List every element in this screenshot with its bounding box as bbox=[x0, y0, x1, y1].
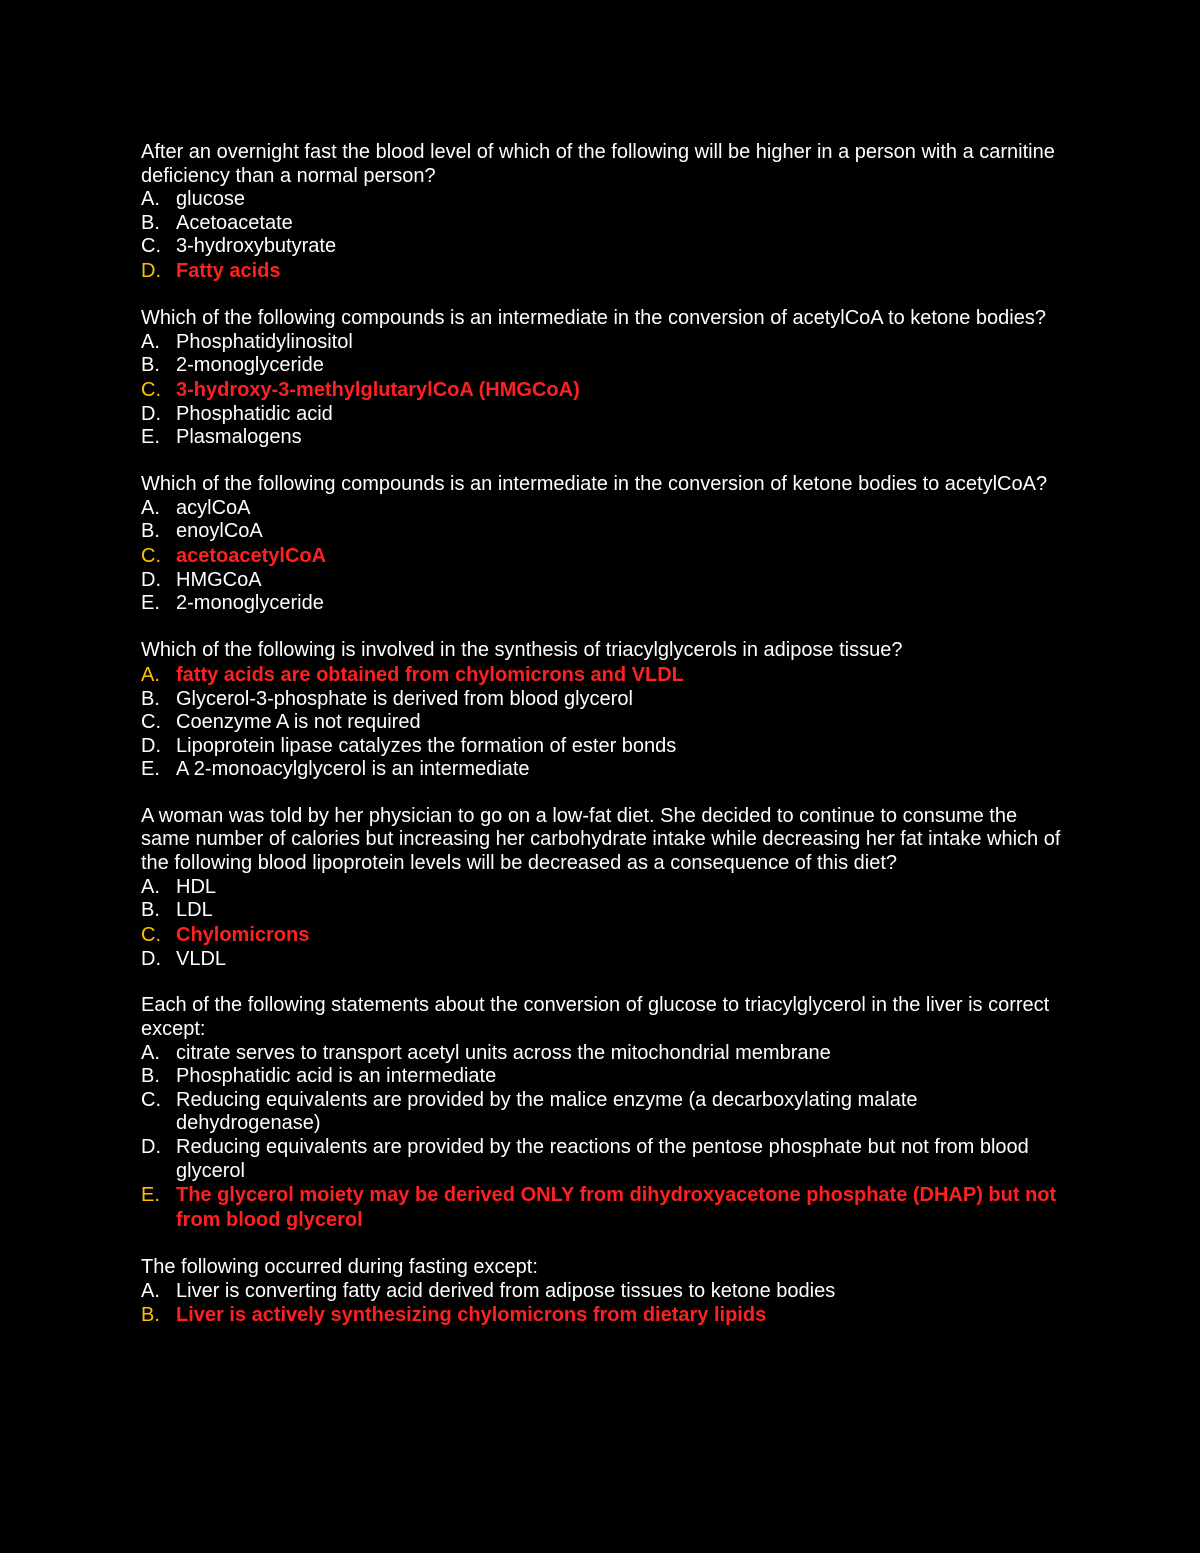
option-letter: C. bbox=[141, 235, 161, 258]
option-text: 2-monoglyceride bbox=[176, 592, 324, 615]
answer-option bbox=[141, 711, 1066, 735]
option-text: enoylCoA bbox=[176, 520, 263, 543]
answer-option bbox=[141, 520, 1066, 544]
answer-option bbox=[141, 758, 1066, 782]
option-letter: B. bbox=[141, 899, 160, 922]
question-3 bbox=[141, 473, 1066, 616]
answer-option bbox=[141, 235, 1066, 259]
option-letter: A. bbox=[141, 663, 160, 686]
option-text: acylCoA bbox=[176, 496, 251, 519]
question-6 bbox=[141, 994, 1066, 1233]
answer-options bbox=[141, 497, 1066, 616]
option-letter: B. bbox=[141, 1304, 160, 1327]
option-letter: B. bbox=[141, 211, 160, 234]
option-letter: A. bbox=[141, 188, 160, 211]
option-text: Lipoprotein lipase catalyzes the formation of ester bonds bbox=[176, 734, 677, 757]
option-letter: C. bbox=[141, 1088, 161, 1111]
question-2 bbox=[141, 307, 1066, 450]
answer-options bbox=[141, 331, 1066, 450]
option-letter: D. bbox=[141, 734, 161, 757]
answer-option bbox=[141, 426, 1066, 450]
option-text: Reducing equivalents are provided by the malice enzyme (a decarboxylating malate dehydrogenase) bbox=[176, 1088, 918, 1135]
question-7 bbox=[141, 1256, 1066, 1328]
correct-answer-text: Fatty acids bbox=[176, 259, 281, 282]
correct-answer-text: Chylomicrons bbox=[176, 923, 310, 946]
option-letter: E. bbox=[141, 758, 160, 781]
option-text: 2-monoglyceride bbox=[176, 354, 324, 377]
answer-options bbox=[141, 188, 1066, 284]
question-stem: Each of the following statements about the conversion of glucose to triacylglycerol in the liver is correct except: bbox=[141, 994, 1050, 1041]
correct-answer-option bbox=[141, 378, 1066, 403]
answer-option bbox=[141, 331, 1066, 355]
answer-option bbox=[141, 403, 1066, 427]
correct-answer-text: fatty acids are obtained from chylomicrons and VLDL bbox=[176, 663, 684, 686]
correct-answer-text: The glycerol moiety may be derived ONLY from dihydroxyacetone phosphate (DHAP) but not from blood glycerol bbox=[176, 1184, 1057, 1232]
option-text: Phosphatidic acid is an intermediate bbox=[176, 1065, 497, 1088]
answer-option bbox=[141, 1280, 1066, 1304]
correct-answer-option bbox=[141, 1303, 1066, 1328]
answer-option bbox=[141, 1089, 1066, 1136]
correct-answer-text: Liver is actively synthesizing chylomicrons from dietary lipids bbox=[176, 1304, 767, 1327]
answer-option bbox=[141, 688, 1066, 712]
option-text: Acetoacetate bbox=[176, 211, 293, 234]
answer-option bbox=[141, 592, 1066, 616]
answer-option bbox=[141, 1136, 1066, 1183]
option-letter: D. bbox=[141, 568, 161, 591]
option-letter: C. bbox=[141, 923, 161, 946]
option-letter: B. bbox=[141, 1065, 160, 1088]
option-text: A 2-monoacylglycerol is an intermediate bbox=[176, 758, 530, 781]
option-letter: B. bbox=[141, 520, 160, 543]
option-text: Phosphatidylinositol bbox=[176, 330, 353, 353]
question-5 bbox=[141, 805, 1066, 972]
question-stem: The following occurred during fasting except: bbox=[141, 1256, 538, 1279]
question-stem: After an overnight fast the blood level of which of the following will be higher in a person with a carnitine deficiency than a normal person? bbox=[141, 141, 1055, 187]
question-4 bbox=[141, 639, 1066, 782]
option-letter: D. bbox=[141, 402, 161, 425]
option-letter: C. bbox=[141, 544, 161, 567]
option-letter: E. bbox=[141, 1184, 160, 1207]
question-stem: Which of the following compounds is an intermediate in the conversion of ketone bodies to acetylCoA? bbox=[141, 472, 1048, 495]
option-text: Reducing equivalents are provided by the reactions of the pentose phosphate but not from blood glycerol bbox=[176, 1136, 1029, 1182]
option-letter: D. bbox=[141, 947, 161, 970]
answer-option bbox=[141, 1042, 1066, 1066]
document-page bbox=[141, 141, 1066, 1351]
option-letter: E. bbox=[141, 426, 160, 449]
correct-answer-text: 3-hydroxy-3-methylglutarylCoA (HMGCoA) bbox=[176, 378, 580, 401]
answer-option bbox=[141, 876, 1066, 900]
answer-option bbox=[141, 735, 1066, 759]
answer-options bbox=[141, 663, 1066, 782]
option-letter: B. bbox=[141, 687, 160, 710]
option-text: HDL bbox=[176, 875, 217, 898]
question-stem: A woman was told by her physician to go on a low-fat diet. She decided to continue to consume the same number of calories but increasing her carbohydrate intake while decreasing her fat intake which of the following blood lipoprotein levels will be decreased as a consequence of this diet? bbox=[141, 804, 1061, 875]
option-text: Liver is converting fatty acid derived from adipose tissues to ketone bodies bbox=[176, 1279, 836, 1302]
answer-options bbox=[141, 1280, 1066, 1329]
correct-answer-text: acetoacetylCoA bbox=[176, 544, 327, 567]
answer-option bbox=[141, 188, 1066, 212]
answer-options bbox=[141, 1042, 1066, 1234]
option-text: glucose bbox=[176, 188, 245, 211]
question-1 bbox=[141, 141, 1066, 284]
option-letter: A. bbox=[141, 330, 160, 353]
correct-answer-option bbox=[141, 1183, 1066, 1233]
option-text: Coenzyme A is not required bbox=[176, 711, 421, 734]
answer-option bbox=[141, 354, 1066, 378]
option-letter: B. bbox=[141, 354, 160, 377]
option-text: VLDL bbox=[176, 947, 227, 970]
option-letter: A. bbox=[141, 875, 160, 898]
option-letter: E. bbox=[141, 592, 160, 615]
answer-option bbox=[141, 1065, 1066, 1089]
option-letter: A. bbox=[141, 1041, 160, 1064]
option-letter: A. bbox=[141, 1279, 160, 1302]
option-letter: D. bbox=[141, 259, 161, 282]
option-text: Plasmalogens bbox=[176, 426, 302, 449]
option-text: 3-hydroxybutyrate bbox=[176, 235, 337, 258]
correct-answer-option bbox=[141, 663, 1066, 688]
option-text: HMGCoA bbox=[176, 568, 262, 591]
question-stem: Which of the following compounds is an intermediate in the conversion of acetylCoA to ketone bodies? bbox=[141, 306, 1046, 329]
option-letter: A. bbox=[141, 496, 160, 519]
option-text: Glycerol-3-phosphate is derived from blood glycerol bbox=[176, 687, 633, 710]
answer-option bbox=[141, 212, 1066, 236]
correct-answer-option bbox=[141, 923, 1066, 948]
option-text: citrate serves to transport acetyl units across the mitochondrial membrane bbox=[176, 1041, 831, 1064]
answer-option bbox=[141, 497, 1066, 521]
option-letter: C. bbox=[141, 711, 161, 734]
answer-option bbox=[141, 948, 1066, 972]
answer-options bbox=[141, 876, 1066, 972]
question-stem: Which of the following is involved in the synthesis of triacylglycerols in adipose tissue? bbox=[141, 638, 903, 661]
option-letter: C. bbox=[141, 378, 161, 401]
answer-option bbox=[141, 569, 1066, 593]
option-text: LDL bbox=[176, 899, 213, 922]
correct-answer-option bbox=[141, 544, 1066, 569]
option-letter: D. bbox=[141, 1136, 161, 1158]
correct-answer-option bbox=[141, 259, 1066, 284]
option-text: Phosphatidic acid bbox=[176, 402, 333, 425]
answer-option bbox=[141, 899, 1066, 923]
